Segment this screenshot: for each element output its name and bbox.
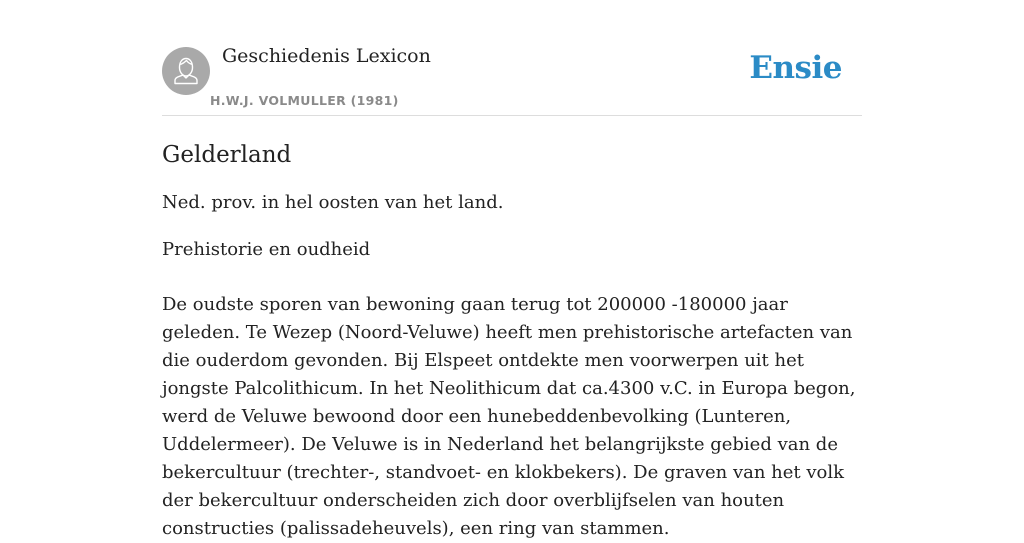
section-heading: Prehistorie en oudheid — [162, 239, 371, 260]
page-title: Gelderland — [162, 142, 292, 168]
source-author[interactable]: H.W.J. VOLMULLER (1981) — [210, 93, 399, 108]
intro-paragraph: Ned. prov. in hel oosten van het land. — [162, 192, 504, 213]
article — [162, 140, 862, 543]
source-title[interactable]: Geschiedenis Lexicon — [222, 45, 431, 67]
avatar[interactable] — [162, 47, 210, 95]
source-header — [162, 0, 862, 116]
user-icon — [162, 47, 210, 95]
body-paragraph: De oudste sporen van bewoning gaan terug tot 200000 -180000 jaar geleden. Te Wezep (Noord-Veluwe) heeft men prehistorische artefacten van die ouderdom gevonden. Bij Elspeet ontdekte men voorwerpen uit het jongste Palcolithicum. In het Neolithicum dat ca.4300 v.C. in Europa begon, werd de Veluwe bewoond door een hunebeddenbevolking (Lunteren, Uddelermeer). De Veluwe is in Nederland het belangrijkste gebied van de bekercultuur (trechter-, standvoet- en klokbekers). De graven van het volk der bekercultuur onderscheiden zich door overblijfselen van houten constructies (palissadeheuvels), een ring van stammen. — [162, 294, 856, 539]
brand-logo[interactable]: Ensie — [749, 50, 842, 86]
